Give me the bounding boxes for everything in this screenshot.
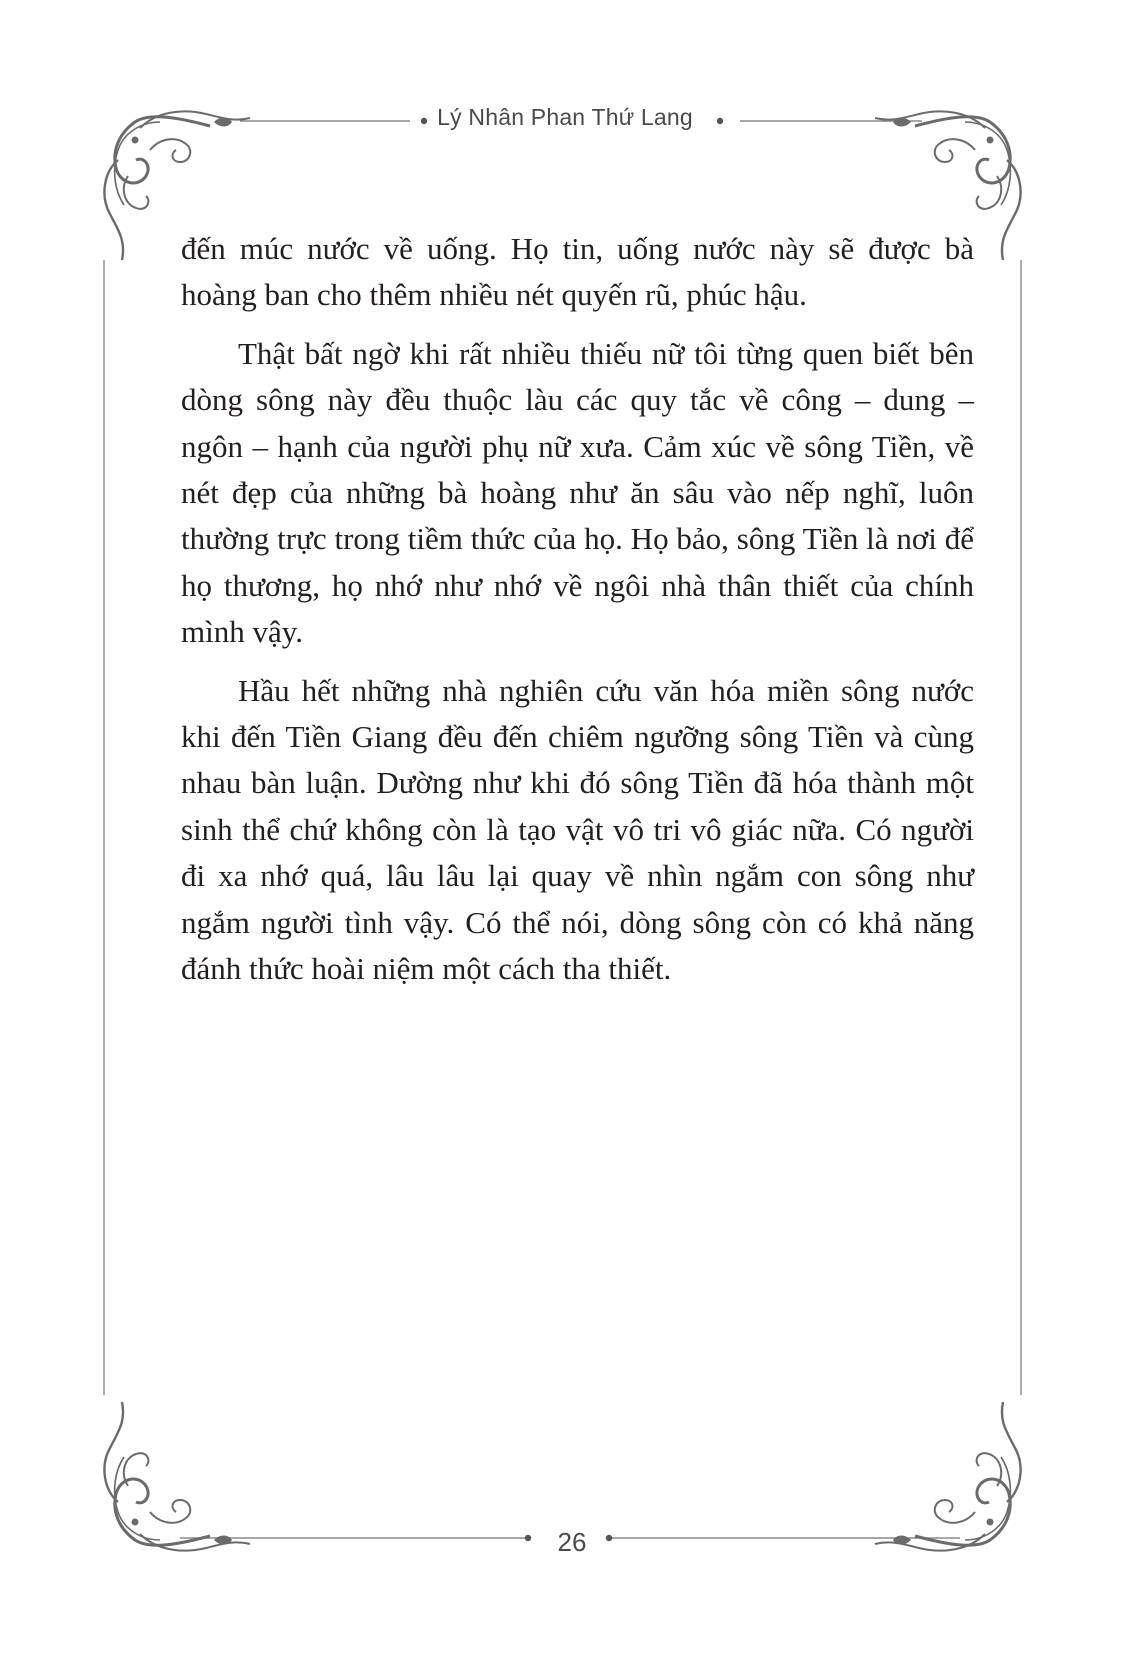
running-header: Lý Nhân Phan Thứ Lang — [437, 104, 693, 130]
paragraph: đến múc nước về uống. Họ tin, uống nước này sẽ được bà hoàng ban cho thêm nhiều nét quyến rũ, phúc hậu. — [181, 231, 974, 313]
paragraph: Hầu hết những nhà nghiên cứu văn hóa miền sông nước khi đến Tiền Giang đều đến chiêm ngưỡng sông Tiền và cùng nhau bàn luận. Dường như khi đó sông Tiền đã hóa thành một sinh thể chứ không còn là tạo vật vô tri vô giác nữa. Có người đi xa nhớ quá, lâu lâu lại quay về nhìn ngắm con sông như ngắm người tình vậy. Có thể nói, dòng sông còn có khả năng đánh thức hoài niệm một cách tha thiết. — [181, 672, 974, 987]
corner-ornament-bottom-left — [104, 1402, 250, 1551]
corner-ornament-bottom-right — [875, 1402, 1021, 1551]
paragraph: Thật bất ngờ khi rất nhiều thiếu nữ tôi từng quen biết bên dòng sông này đều thuộc làu các quy tắc về công – dung – ngôn – hạnh của người phụ nữ xưa. Cảm xúc về sông Tiền, về nét đẹp của những bà hoàng như ăn sâu vào nếp nghĩ, luôn thường trực trong tiềm thức của họ. Họ bảo, sông Tiền là nơi để họ thương, họ nhớ như nhớ về ngôi nhà thân thiết của chính mình vậy. — [181, 335, 974, 650]
page-number: 26 — [557, 1527, 587, 1557]
body-text — [181, 226, 974, 1005]
